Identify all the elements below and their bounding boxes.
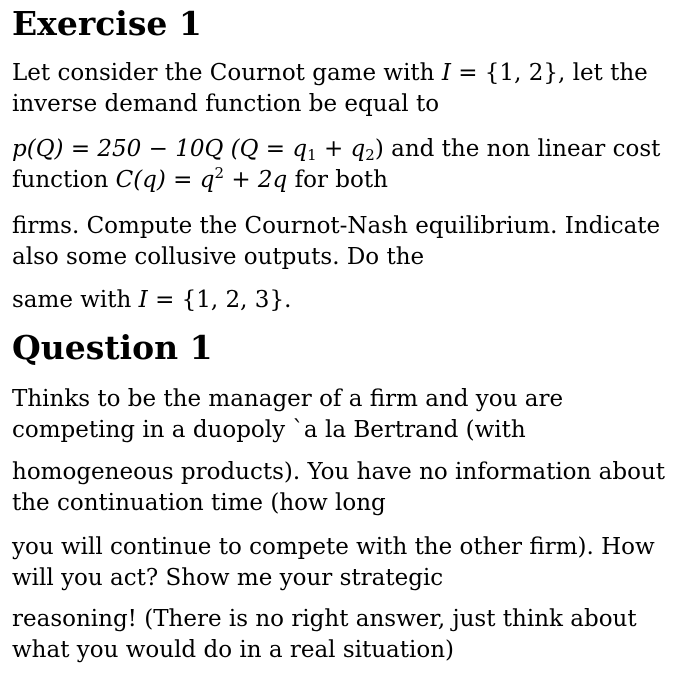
math-plus-2q: + 2q xyxy=(224,167,288,193)
question-paragraph-4 xyxy=(12,604,688,666)
math-q-open: (Q = q xyxy=(230,136,308,162)
exercise-paragraph-4 xyxy=(12,285,688,316)
text-line: will you act? Show me your strategic xyxy=(12,565,444,591)
text-line: competing in a duopoly `a la Bertrand (with xyxy=(12,417,526,443)
text-line: inverse demand function be equal to xyxy=(12,91,440,117)
exercise-paragraph-3 xyxy=(12,211,688,273)
text-line: homogeneous products). You have no information about xyxy=(12,459,665,485)
text-line: firms. Compute the Cournot-Nash equilibrium. Indicate xyxy=(12,213,661,239)
math-close: ) xyxy=(374,136,384,162)
subscript-1: 1 xyxy=(307,146,317,164)
text-run: same with xyxy=(12,287,139,313)
text-line: you will continue to compete with the other firm). How xyxy=(12,534,655,560)
question-paragraph-3 xyxy=(12,532,688,594)
math-plus: + q xyxy=(316,136,366,162)
subscript-2: 2 xyxy=(365,146,375,164)
text-line: reasoning! (There is no right answer, just think about xyxy=(12,606,637,632)
math-demand: p(Q) = 250 − 10Q xyxy=(12,136,224,162)
math-set: = {1, 2} xyxy=(458,60,558,86)
text-line: what you would do in a real situation) xyxy=(12,637,454,663)
superscript-2: 2 xyxy=(214,164,225,182)
text-line xyxy=(12,134,688,165)
math-cost: C(q) = q xyxy=(115,167,215,193)
question-title: Question 1 xyxy=(12,328,213,367)
text-line xyxy=(12,58,688,89)
text-run: , let the xyxy=(557,60,648,86)
math-I: I xyxy=(441,60,451,86)
text-line: Thinks to be the manager of a firm and you are xyxy=(12,386,564,412)
question-paragraph-2 xyxy=(12,457,688,519)
text-run: and the non linear cost xyxy=(383,136,661,162)
text-run: Let consider the Cournot game with xyxy=(12,60,442,86)
exercise-paragraph-2 xyxy=(12,134,688,196)
text-run: for both xyxy=(287,167,388,193)
text-line: the continuation time (how long xyxy=(12,490,386,516)
text-line xyxy=(12,165,688,196)
question-paragraph-1 xyxy=(12,384,688,446)
exercise-paragraph-1 xyxy=(12,58,688,120)
math-I: I xyxy=(138,287,148,313)
text-line xyxy=(12,285,688,316)
text-run: function xyxy=(12,167,116,193)
math-set: = {1, 2, 3} xyxy=(155,287,285,313)
text-run: . xyxy=(284,287,292,313)
text-line: also some collusive outputs. Do the xyxy=(12,244,425,270)
exercise-title: Exercise 1 xyxy=(12,4,202,43)
